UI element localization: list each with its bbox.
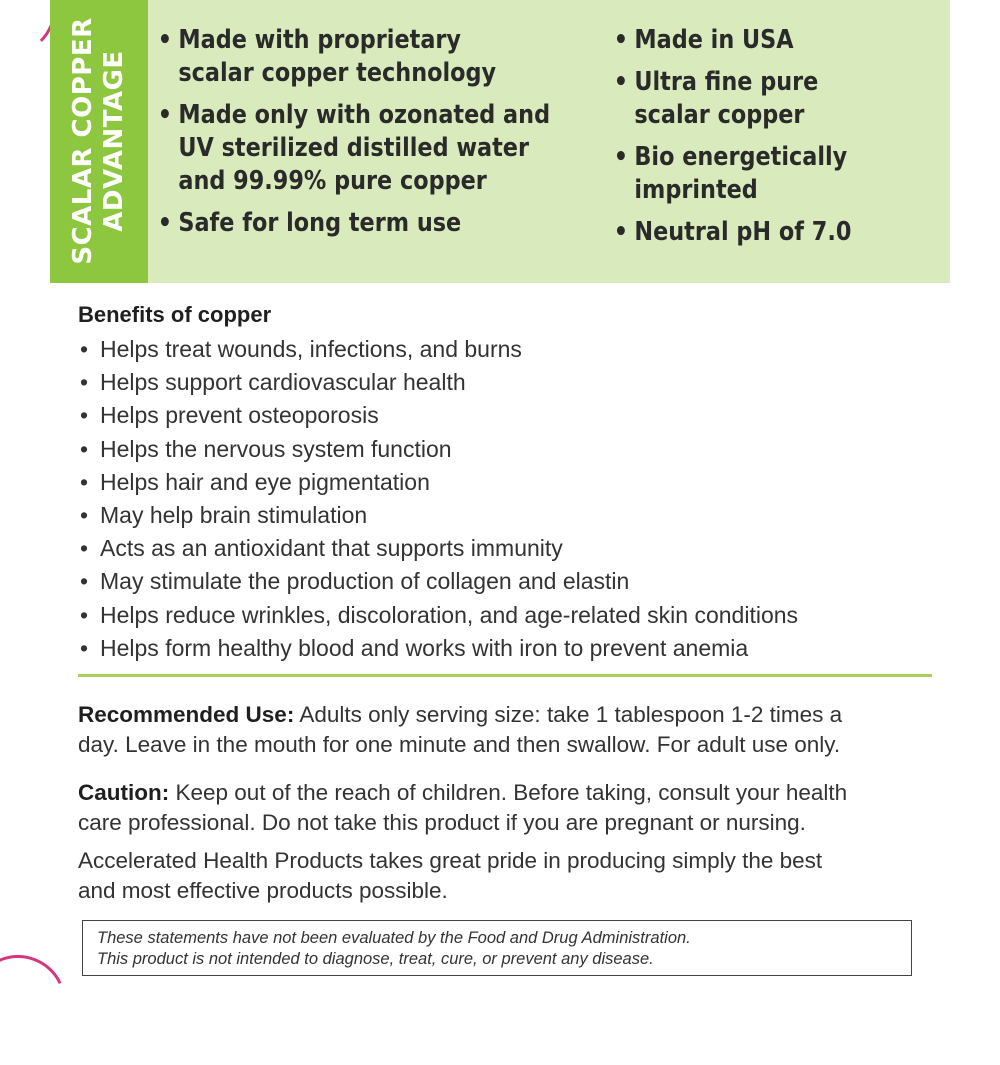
advantage-item-line: Made with proprietary bbox=[178, 25, 462, 55]
disclaimer-line2: This product is not intended to diagnose, treat, cure, or prevent any disease. bbox=[97, 950, 654, 968]
bullet-icon: • bbox=[613, 67, 629, 97]
bullet-icon: • bbox=[80, 634, 89, 661]
recommended-use bbox=[78, 700, 948, 760]
caution-label: Caution: bbox=[78, 780, 170, 805]
advantage-item-line: Made in USA bbox=[634, 25, 794, 55]
bullet-icon: • bbox=[80, 435, 89, 462]
advantage-item-line: Neutral pH of 7.0 bbox=[634, 217, 852, 247]
advantage-list-right bbox=[612, 24, 939, 258]
benefit-item bbox=[78, 399, 958, 432]
benefit-text: Helps hair and eye pigmentation bbox=[100, 468, 430, 495]
bullet-icon: • bbox=[80, 502, 89, 529]
advantage-item bbox=[156, 207, 586, 240]
benefit-text: Helps support cardiovascular health bbox=[100, 369, 466, 396]
benefit-text: Helps form healthy blood and works with iron to prevent anemia bbox=[100, 634, 749, 661]
benefit-text: May help brain stimulation bbox=[100, 502, 368, 529]
caution-line1: Keep out of the reach of children. Before taking, consult your health bbox=[175, 780, 848, 805]
bullet-icon: • bbox=[157, 208, 173, 238]
benefit-item bbox=[78, 565, 958, 598]
bullet-icon: • bbox=[80, 535, 89, 562]
disclaimer-line1: These statements have not been evaluated by the Food and Drug Administration. bbox=[97, 929, 691, 947]
advantage-item-line: Made only with ozonated and bbox=[178, 100, 551, 130]
benefit-text: Helps treat wounds, infections, and burns bbox=[100, 336, 522, 362]
recommended-use-line1: Adults only serving size: take 1 tablespoon 1-2 times a bbox=[299, 702, 843, 727]
bullet-icon: • bbox=[80, 568, 89, 595]
advantage-tab-label bbox=[68, 17, 130, 264]
advantage-tab-line2: ADVANTAGE bbox=[99, 50, 129, 232]
benefits-section bbox=[78, 301, 958, 665]
advantage-item bbox=[612, 24, 939, 57]
bullet-icon: • bbox=[157, 100, 173, 130]
benefits-title: Benefits of copper bbox=[78, 302, 272, 327]
bullet-icon: • bbox=[80, 336, 89, 362]
caution-line2: care professional. Do not take this product if you are pregnant or nursing. bbox=[78, 810, 806, 835]
recommended-use-label: Recommended Use: bbox=[78, 702, 295, 727]
benefit-text: Helps reduce wrinkles, discoloration, and age-related skin conditions bbox=[100, 601, 799, 628]
section-divider bbox=[78, 674, 932, 677]
caution bbox=[78, 778, 948, 838]
advantage-item-line: Bio energetically bbox=[634, 142, 848, 172]
benefit-text: May stimulate the production of collagen and elastin bbox=[100, 568, 630, 595]
benefit-text: Acts as an antioxidant that supports immunity bbox=[100, 535, 563, 562]
advantage-item-line: scalar copper bbox=[634, 100, 805, 130]
benefit-item bbox=[78, 499, 958, 532]
benefit-item bbox=[78, 632, 958, 665]
advantage-item-line: scalar copper technology bbox=[178, 58, 497, 88]
benefit-item bbox=[78, 599, 958, 632]
bullet-icon: • bbox=[613, 142, 629, 172]
company-statement bbox=[78, 846, 948, 906]
bullet-icon: • bbox=[613, 25, 629, 55]
advantage-item-line: UV sterilized distilled water bbox=[178, 133, 530, 163]
advantage-tab-line1: SCALAR COPPER bbox=[68, 17, 98, 265]
advantage-item-line: and 99.99% pure copper bbox=[178, 166, 487, 196]
decorative-arc-top bbox=[0, 0, 56, 56]
bullet-icon: • bbox=[613, 217, 629, 247]
fda-disclaimer-box bbox=[82, 920, 912, 976]
benefit-item bbox=[78, 466, 958, 499]
recommended-use-line2: day. Leave in the mouth for one minute and then swallow. For adult use only. bbox=[78, 732, 841, 757]
advantage-item-line: Safe for long term use bbox=[178, 208, 462, 238]
bullet-icon: • bbox=[80, 601, 89, 628]
benefit-item bbox=[78, 532, 958, 565]
advantage-item bbox=[612, 66, 939, 132]
benefit-item bbox=[78, 333, 958, 366]
advantage-list-left bbox=[156, 24, 586, 249]
advantage-item bbox=[156, 99, 586, 198]
benefit-text: Helps prevent osteoporosis bbox=[100, 402, 379, 429]
bullet-icon: • bbox=[80, 402, 89, 429]
benefit-text: Helps the nervous system function bbox=[100, 435, 452, 462]
decorative-arc-bottom bbox=[0, 941, 80, 1064]
benefit-item bbox=[78, 366, 958, 399]
advantage-item bbox=[612, 141, 939, 207]
advantage-item bbox=[612, 216, 939, 249]
bullet-icon: • bbox=[80, 468, 89, 495]
company-statement-line1: Accelerated Health Products takes great pride in producing simply the best bbox=[78, 848, 823, 873]
bullet-icon: • bbox=[157, 25, 173, 55]
company-statement-line2: and most effective products possible. bbox=[78, 878, 448, 903]
advantage-item-line: imprinted bbox=[634, 175, 758, 205]
benefit-item bbox=[78, 433, 958, 466]
benefits-list bbox=[78, 333, 958, 665]
advantage-item-line: Ultra fine pure bbox=[634, 67, 819, 97]
advantage-item bbox=[156, 24, 586, 90]
bullet-icon: • bbox=[80, 369, 89, 396]
